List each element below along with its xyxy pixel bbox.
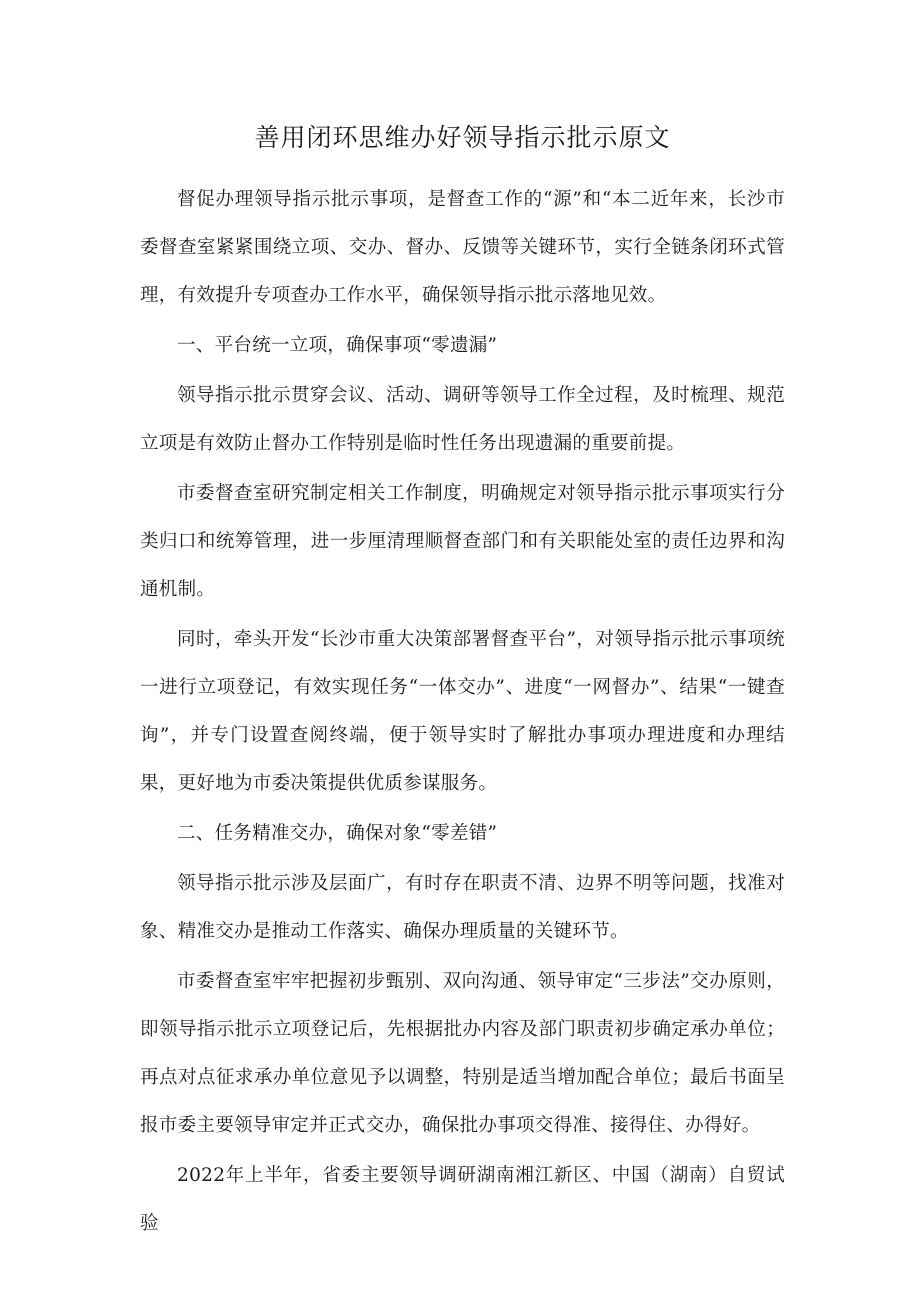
section-heading-2: 二、任务精准交办，确保对象“零差错” (177, 823, 498, 844)
paragraph: 2022年上半年，省委主要领导调研湖南湘江新区、中国（湖南）自贸试验 (140, 1165, 785, 1234)
paragraph: 领导指示批示贯穿会议、活动、调研等领导工作全过程，及时梳理、规范立项是有效防止督办工作特别是临时性任务出现遗漏的重要前提。 (140, 385, 785, 454)
section-heading-1: 一、平台统一立项，确保事项“零遗漏” (177, 335, 498, 356)
paragraph: 市委督查室研究制定相关工作制度，明确规定对领导指示批示事项实行分类归口和统筹管理，进一步厘清理顺督查部门和有关职能处室的责任边界和沟通机制。 (140, 483, 785, 600)
paragraph-intro: 督促办理领导指示批示事项，是督查工作的“源”和“本二近年来，长沙市委督查室紧紧围绕立项、交办、督办、反馈等关键环节，实行全链条闭环式管理，有效提升专项查办工作水平，确保领导指示批示落地见效。 (140, 189, 785, 306)
paragraph: 市委督查室牢牢把握初步甄别、双向沟通、领导审定“三步法”交办原则，即领导指示批示立项登记后，先根据批办内容及部门职责初步确定承办单位；再点对点征求承办单位意见予以调整，特别是适当增加配合单位；最后书面呈报市委主要领导审定并正式交办，确保批办事项交得准、接得住、办得好。 (140, 971, 785, 1136)
paragraph: 领导指示批示涉及层面广，有时存在职责不清、边界不明等问题，找准对象、精准交办是推动工作落实、确保办理质量的关键环节。 (140, 873, 785, 942)
document-title: 善用闭环思维办好领导指示批示原文 (254, 123, 671, 152)
paragraph: 同时，牵头开发“长沙市重大决策部署督查平台”，对领导指示批示事项统一进行立项登记，有效实现任务“一体交办”、进度“一网督办”、结果“一键查询”，并专门设置查阅终端，便于领导实时了解批办事项办理进度和办理结果，更好地为市委决策提供优质参谋服务。 (140, 629, 785, 794)
